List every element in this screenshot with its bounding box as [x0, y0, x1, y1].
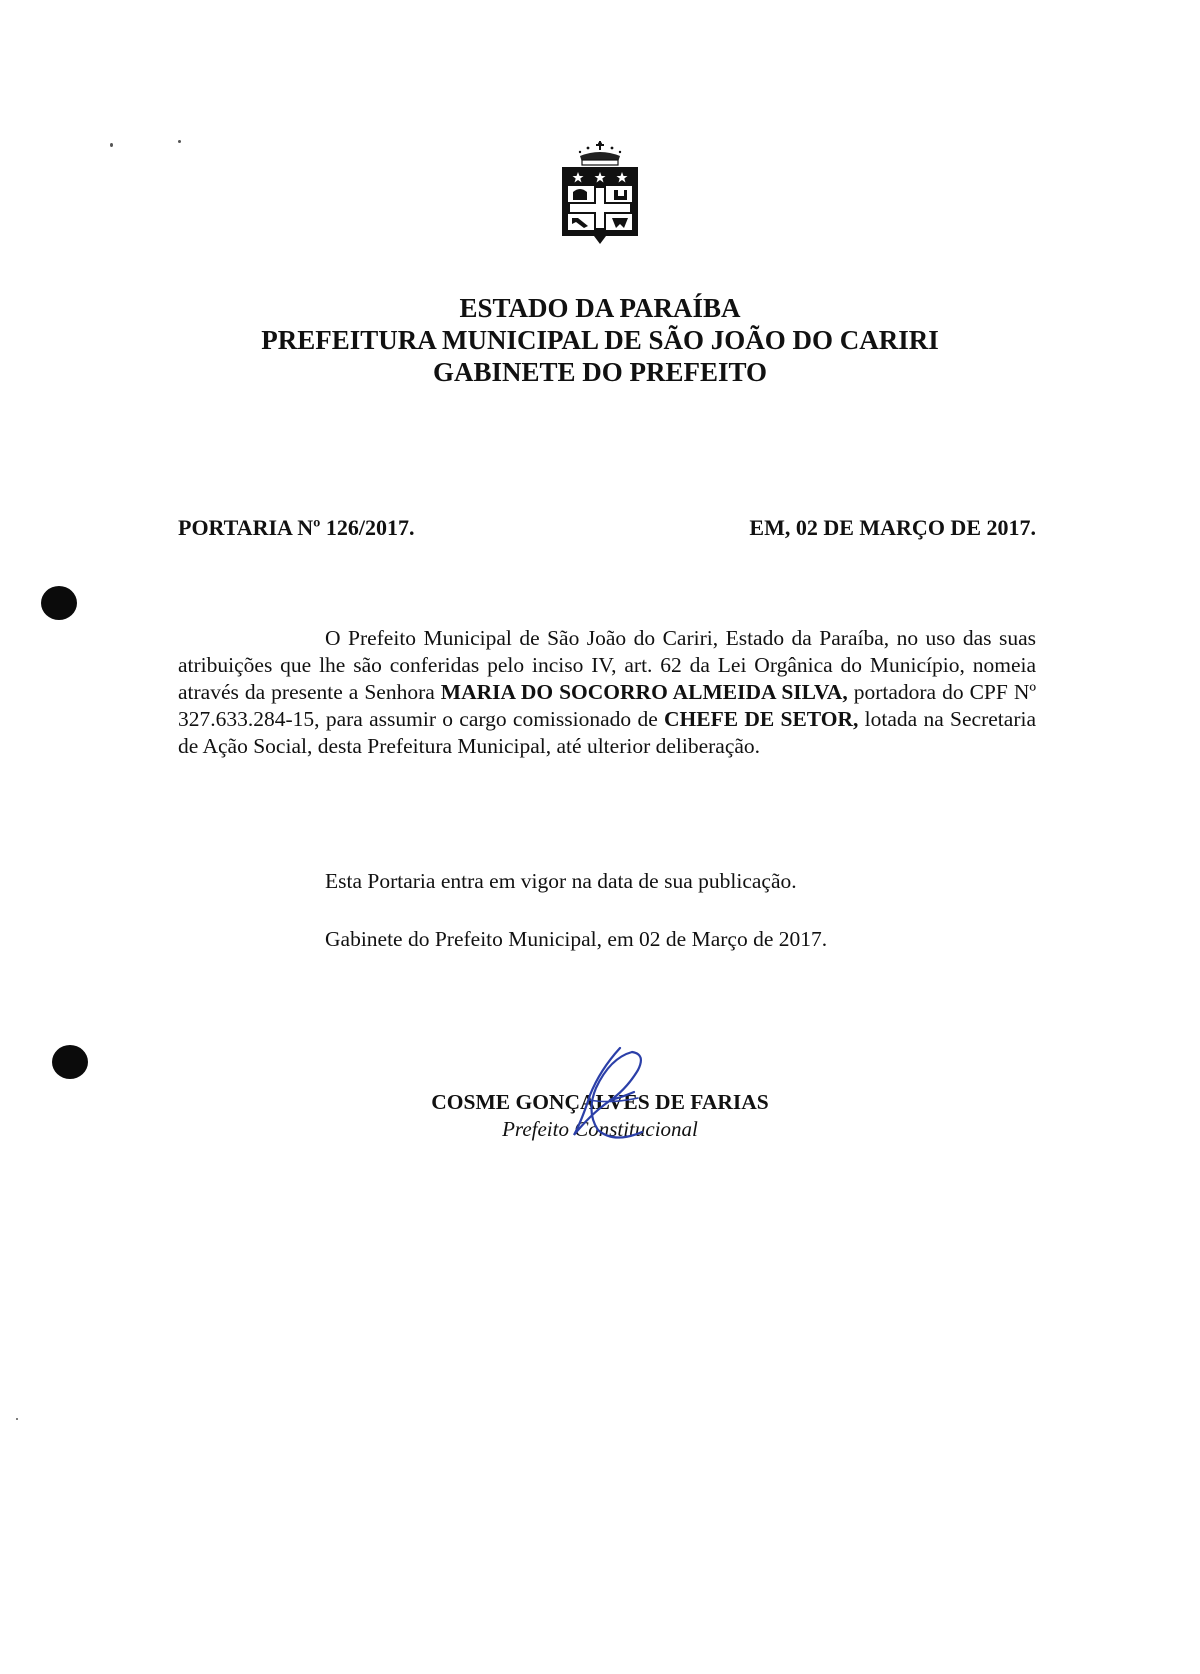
effect-clause: Esta Portaria entra em vigor na data de sua publicação.: [325, 869, 797, 893]
signatory-name: COSME GONÇALVES DE FARIAS: [431, 1090, 769, 1114]
position-title: CHEFE DE SETOR,: [664, 707, 859, 731]
punch-hole-upper: [41, 586, 77, 620]
appointee-name: MARIA DO SOCORRO ALMEIDA SILVA,: [440, 680, 848, 704]
signatory-title: Prefeito Constitucional: [502, 1117, 698, 1141]
document-header: [0, 292, 1200, 388]
scan-speck: [16, 1418, 18, 1420]
coat-of-arms-emblem: [554, 140, 646, 252]
handwritten-signature: [550, 1040, 690, 1150]
body-part2: portadora do CPF Nº 327.633.284-15, para assumir o cargo comissionado de: [178, 680, 1037, 731]
header-municipality: PREFEITURA MUNICIPAL DE SÃO JOÃO DO CARIRI: [261, 325, 939, 355]
scan-speck: [110, 143, 113, 147]
portaria-number: PORTARIA Nº 126/2017.: [178, 515, 415, 540]
header-state: ESTADO DA PARAÍBA: [459, 293, 741, 323]
body-part1: O Prefeito Municipal de São João do Cariri, Estado da Paraíba, no uso das suas atribuições que lhe são conferidas pelo inciso IV, art. 62 da Lei Orgânica do Município, nomeia através da presente a Senhora: [178, 626, 1036, 704]
body-part3: lotada na Secretaria de Ação Social, desta Prefeitura Municipal, até ulterior deliberação.: [178, 707, 1036, 758]
scan-speck: [178, 140, 181, 143]
header-office: GABINETE DO PREFEITO: [432, 357, 768, 387]
main-paragraph: [178, 625, 1036, 760]
closing-line: Gabinete do Prefeito Municipal, em 02 de Março de 2017.: [325, 927, 828, 951]
document-date: EM, 02 DE MARÇO DE 2017.: [749, 515, 1036, 540]
punch-hole-lower: [52, 1045, 88, 1079]
